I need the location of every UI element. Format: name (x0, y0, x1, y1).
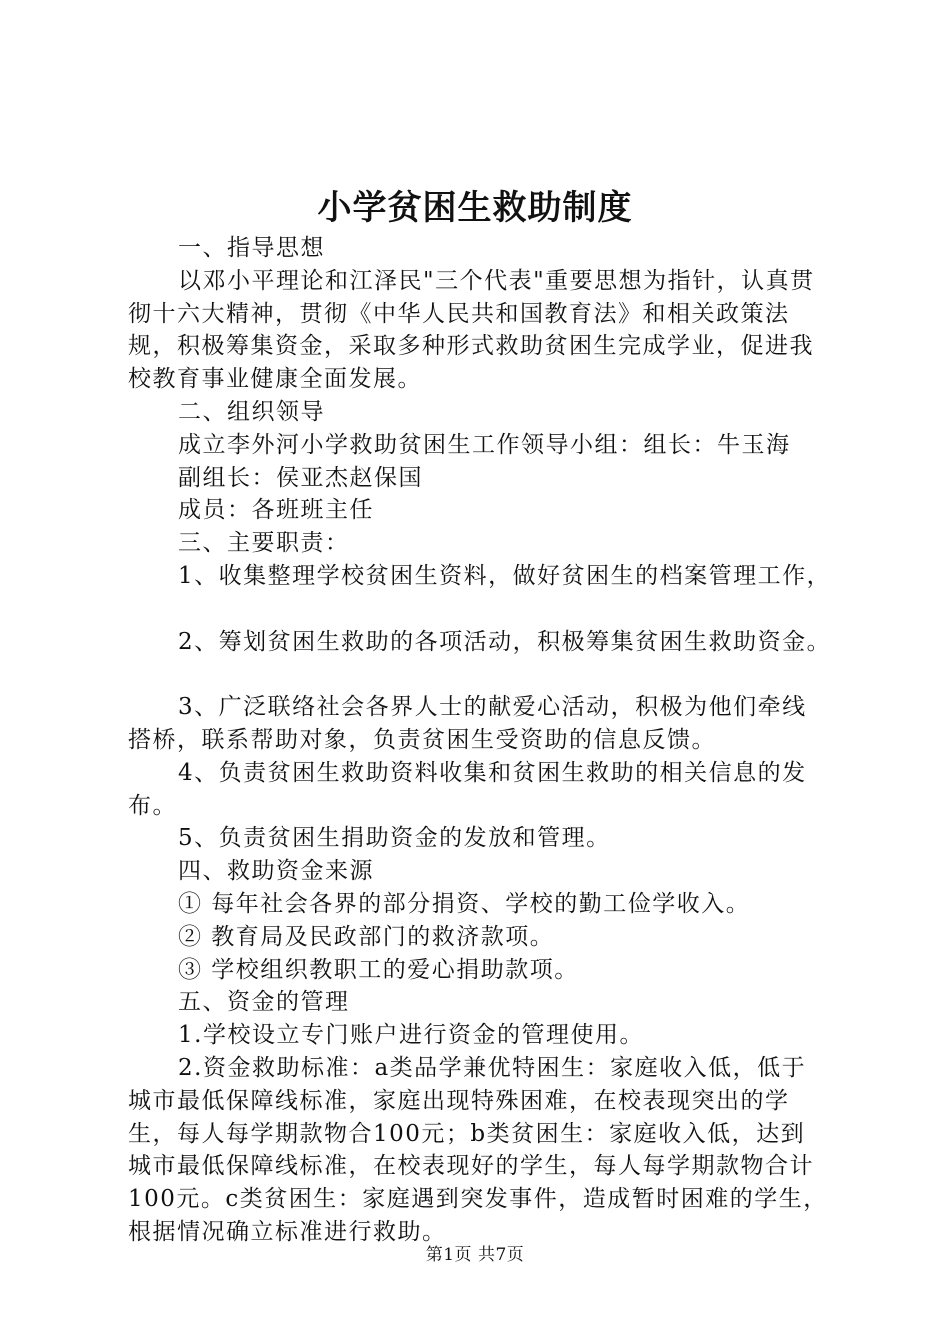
document-title: 小学贫困生救助制度 (317, 188, 633, 228)
document-body (128, 232, 832, 1249)
section-heading-organization: 二、组织领导 (178, 398, 325, 425)
list-item-responsibility-5: 5、负责贫困生捐助资金的发放和管理。 (178, 825, 611, 852)
paragraph-members: 成员：各班班主任 (178, 497, 374, 524)
list-item-responsibility-3: 3、广泛联络社会各界人士的献爱心活动，积极为他们牵线搭桥，联系帮助对象，负责贫困生受资助的信息反馈。 (128, 694, 807, 753)
paragraph-leading-group: 成立李外河小学救助贫困生工作领导小组：组长：牛玉海 (178, 431, 791, 458)
list-item-fund-source-2: ② 教育局及民政部门的救济款项。 (178, 923, 555, 950)
paragraph-guiding-ideology: 以邓小平理论和江泽民"三个代表"重要思想为指针，认真贯彻十六大精神，贯彻《中华人民共和国教育法》和相关政策法规，积极筹集资金，采取多种形式救助贫困生完成学业，促进我校教育事业健康全面发展。 (128, 267, 815, 393)
list-item-management-2: 2.资金救助标准：a类品学兼优特困生：家庭收入低，低于城市最低保障线标准，家庭出现特殊困难，在校表现突出的学生，每人每学期款物合100元；b类贫困生：家庭收入低，达到城市最低保障线标准，在校表现好的学生，每人每学期款物合计100元。c类贫困生：家庭遇到突发事件，造成暂时困难的学生，根据情况确立标准进行救助。 (128, 1054, 828, 1245)
section-heading-guiding-ideology: 一、指导思想 (178, 235, 325, 261)
section-heading-fund-sources: 四、救助资金来源 (178, 858, 374, 885)
section-heading-responsibilities: 三、主要职责： (178, 530, 350, 557)
paragraph-deputy-leaders: 副组长：侯亚杰赵保国 (178, 464, 423, 491)
list-item-management-1: 1.学校设立专门账户进行资金的管理使用。 (178, 1022, 644, 1049)
list-item-responsibility-2: 2、筹划贫困生救助的各项活动，积极筹集贫困生救助资金。 (178, 628, 832, 655)
page-number: 第1页 共7页 (425, 1245, 525, 1265)
list-item-responsibility-4: 4、负责贫困生救助资料收集和贫困生救助的相关信息的发布。 (128, 759, 807, 819)
list-item-fund-source-1: ① 每年社会各界的部分捐资、学校的勤工俭学收入。 (178, 890, 751, 917)
list-item-fund-source-3: ③ 学校组织教职工的爱心捐助款项。 (178, 956, 579, 983)
section-heading-fund-management: 五、资金的管理 (178, 989, 350, 1016)
list-item-responsibility-1: 1、收集整理学校贫困生资料，做好贫困生的档案管理工作， (178, 562, 832, 589)
